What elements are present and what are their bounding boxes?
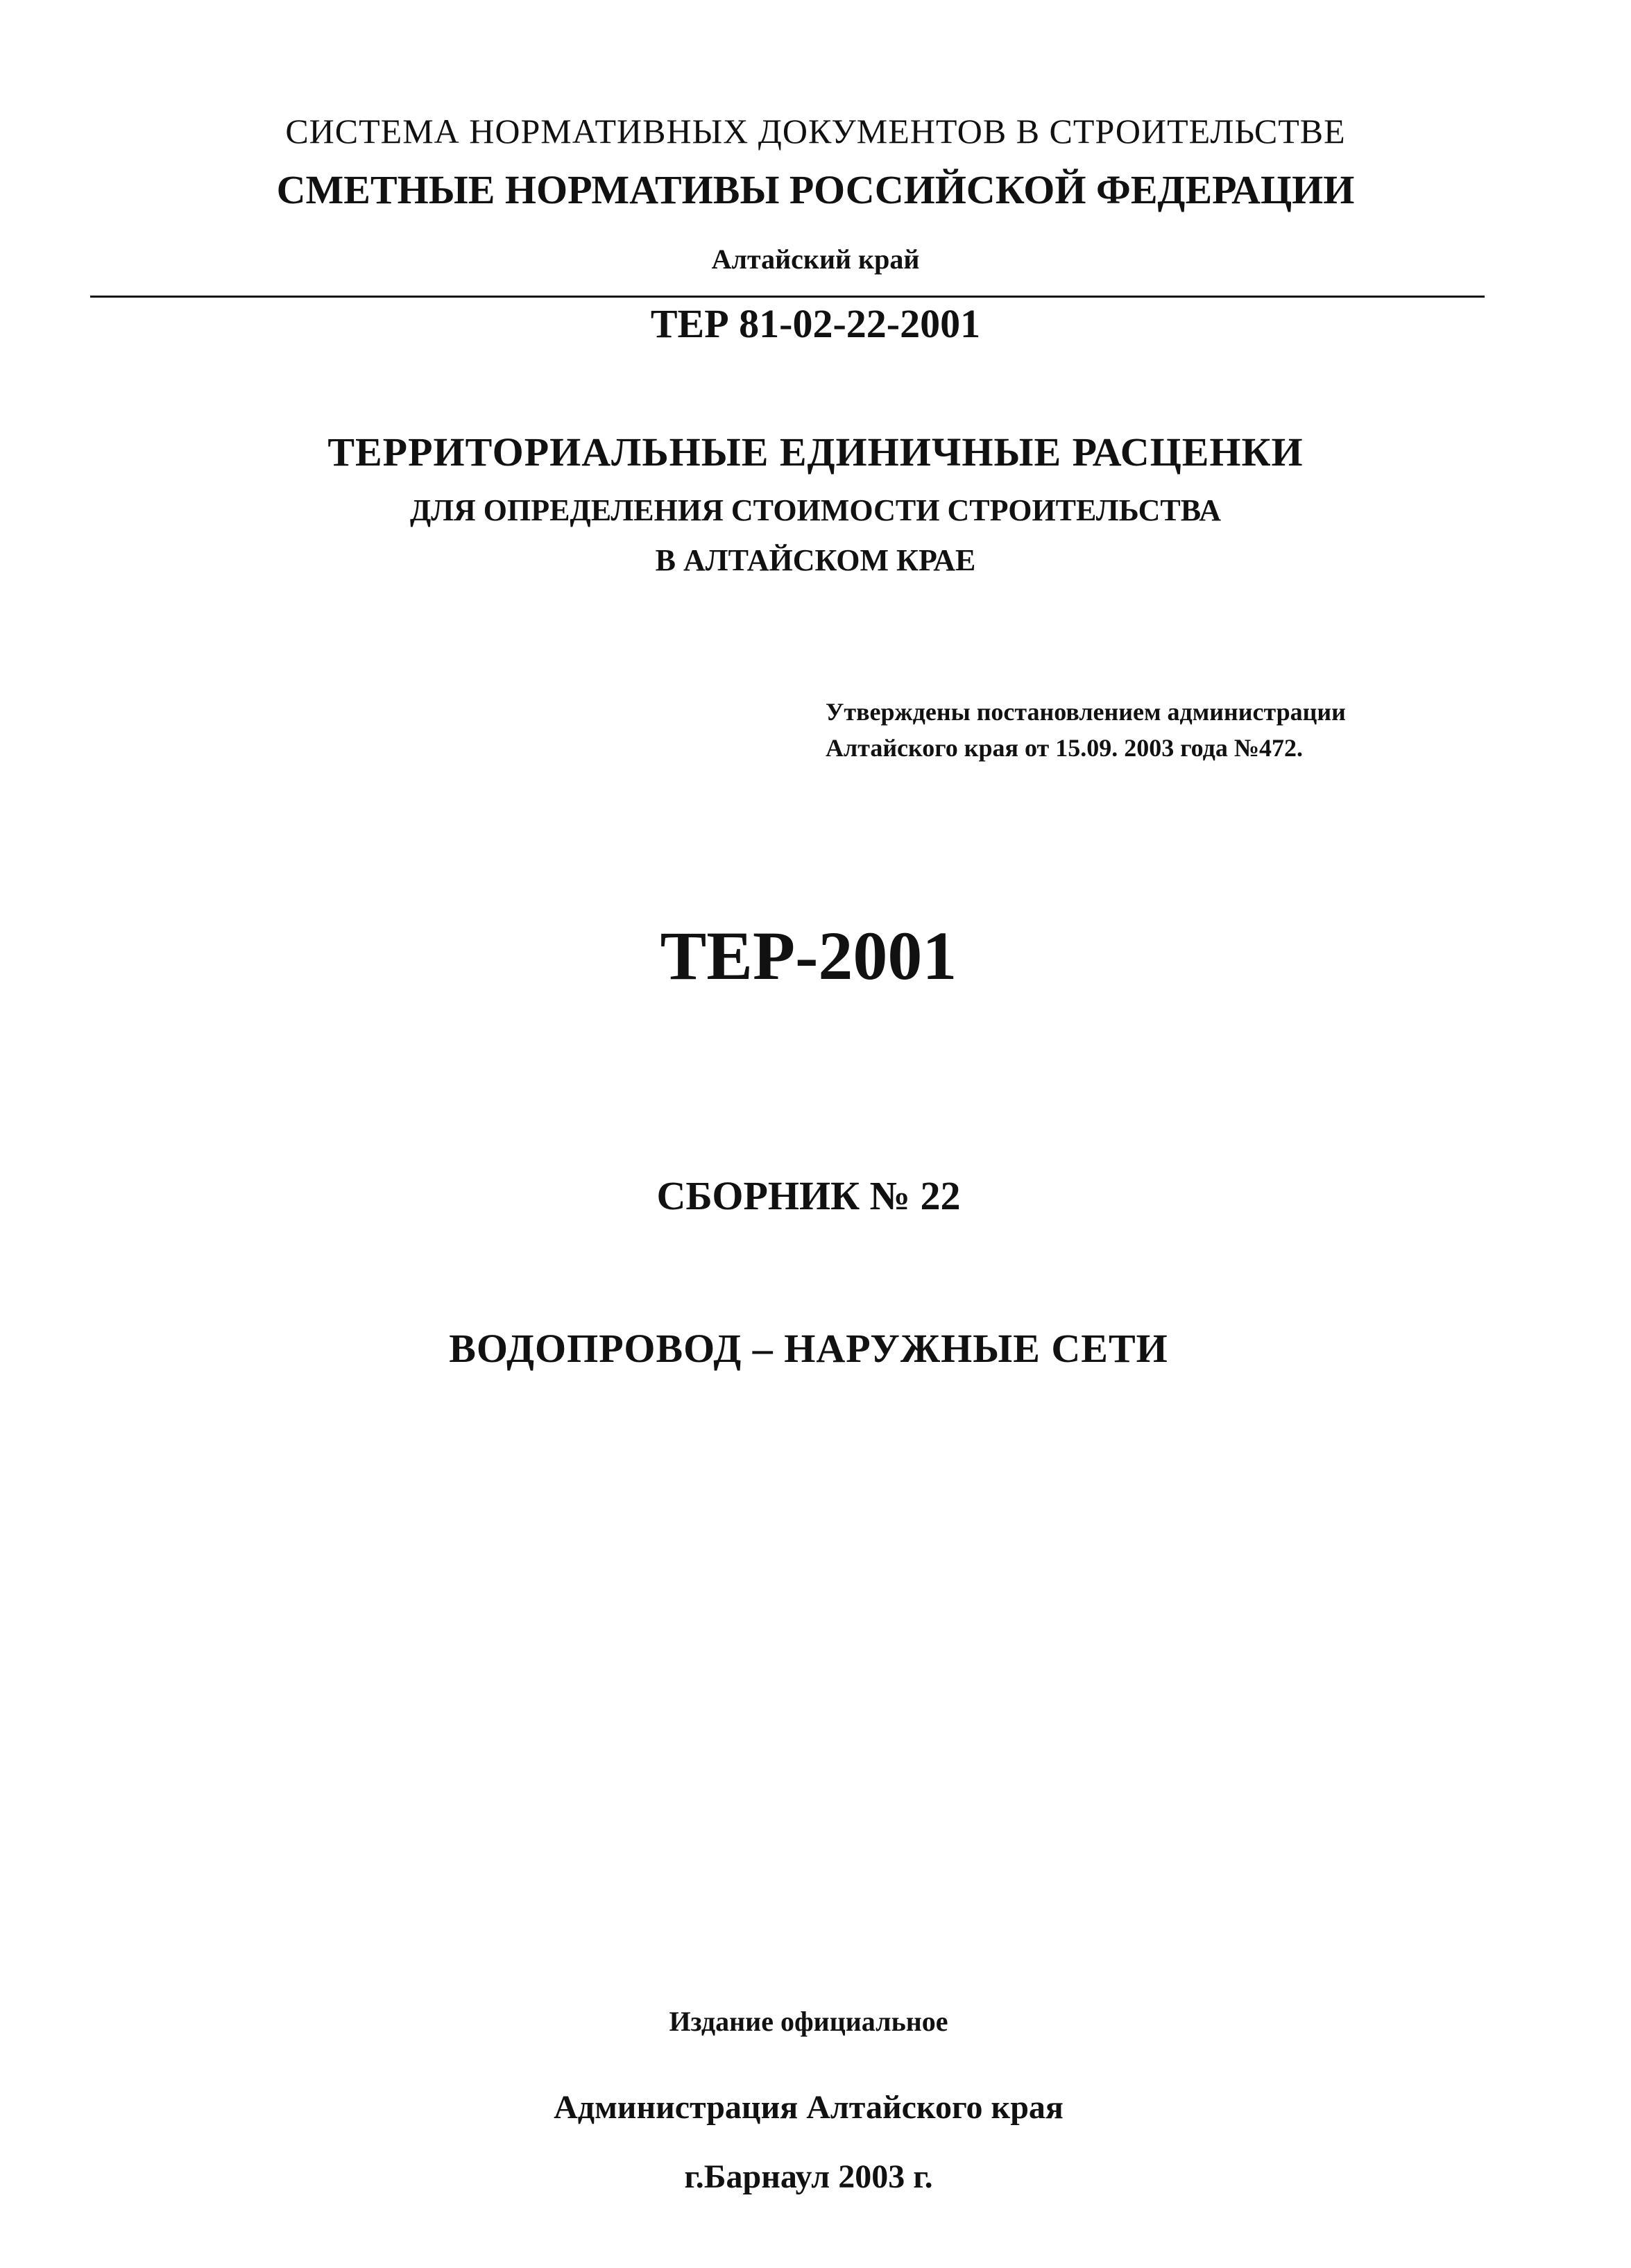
ter-heading: ТЕР-2001 xyxy=(660,917,957,994)
edition-label: Издание официальное xyxy=(669,2006,948,2037)
city-year-label: г.Барнаул 2003 г. xyxy=(684,2158,933,2195)
approval-line-2: Алтайского края от 15.09. 2003 года №472. xyxy=(826,734,1304,762)
system-heading: СИСТЕМА НОРМАТИВНЫХ ДОКУМЕНТОВ В СТРОИТЕЛЬСТВЕ xyxy=(285,112,1346,151)
approval-line-1: Утверждены постановлением администрации xyxy=(826,698,1346,726)
document-code: ТЕР 81-02-22-2001 xyxy=(650,301,981,346)
collection-number: СБОРНИК № 22 xyxy=(656,1173,961,1218)
document-subtitle-line-2: В АЛТАЙСКОМ КРАЕ xyxy=(655,543,976,577)
publisher-label: Администрация Алтайского края xyxy=(554,2089,1064,2126)
collection-topic: ВОДОПРОВОД – НАРУЖНЫЕ СЕТИ xyxy=(449,1326,1168,1371)
header-divider xyxy=(90,296,1485,298)
document-title: ТЕРРИТОРИАЛЬНЫЕ ЕДИНИЧНЫЕ РАСЦЕНКИ xyxy=(327,429,1304,475)
approval-note xyxy=(826,694,1346,766)
document-subtitle-line-1: ДЛЯ ОПРЕДЕЛЕНИЯ СТОИМОСТИ СТРОИТЕЛЬСТВА xyxy=(409,493,1222,527)
norms-heading: СМЕТНЫЕ НОРМАТИВЫ РОССИЙСКОЙ ФЕДЕРАЦИИ xyxy=(276,167,1355,212)
region-label: Алтайский край xyxy=(711,244,920,275)
